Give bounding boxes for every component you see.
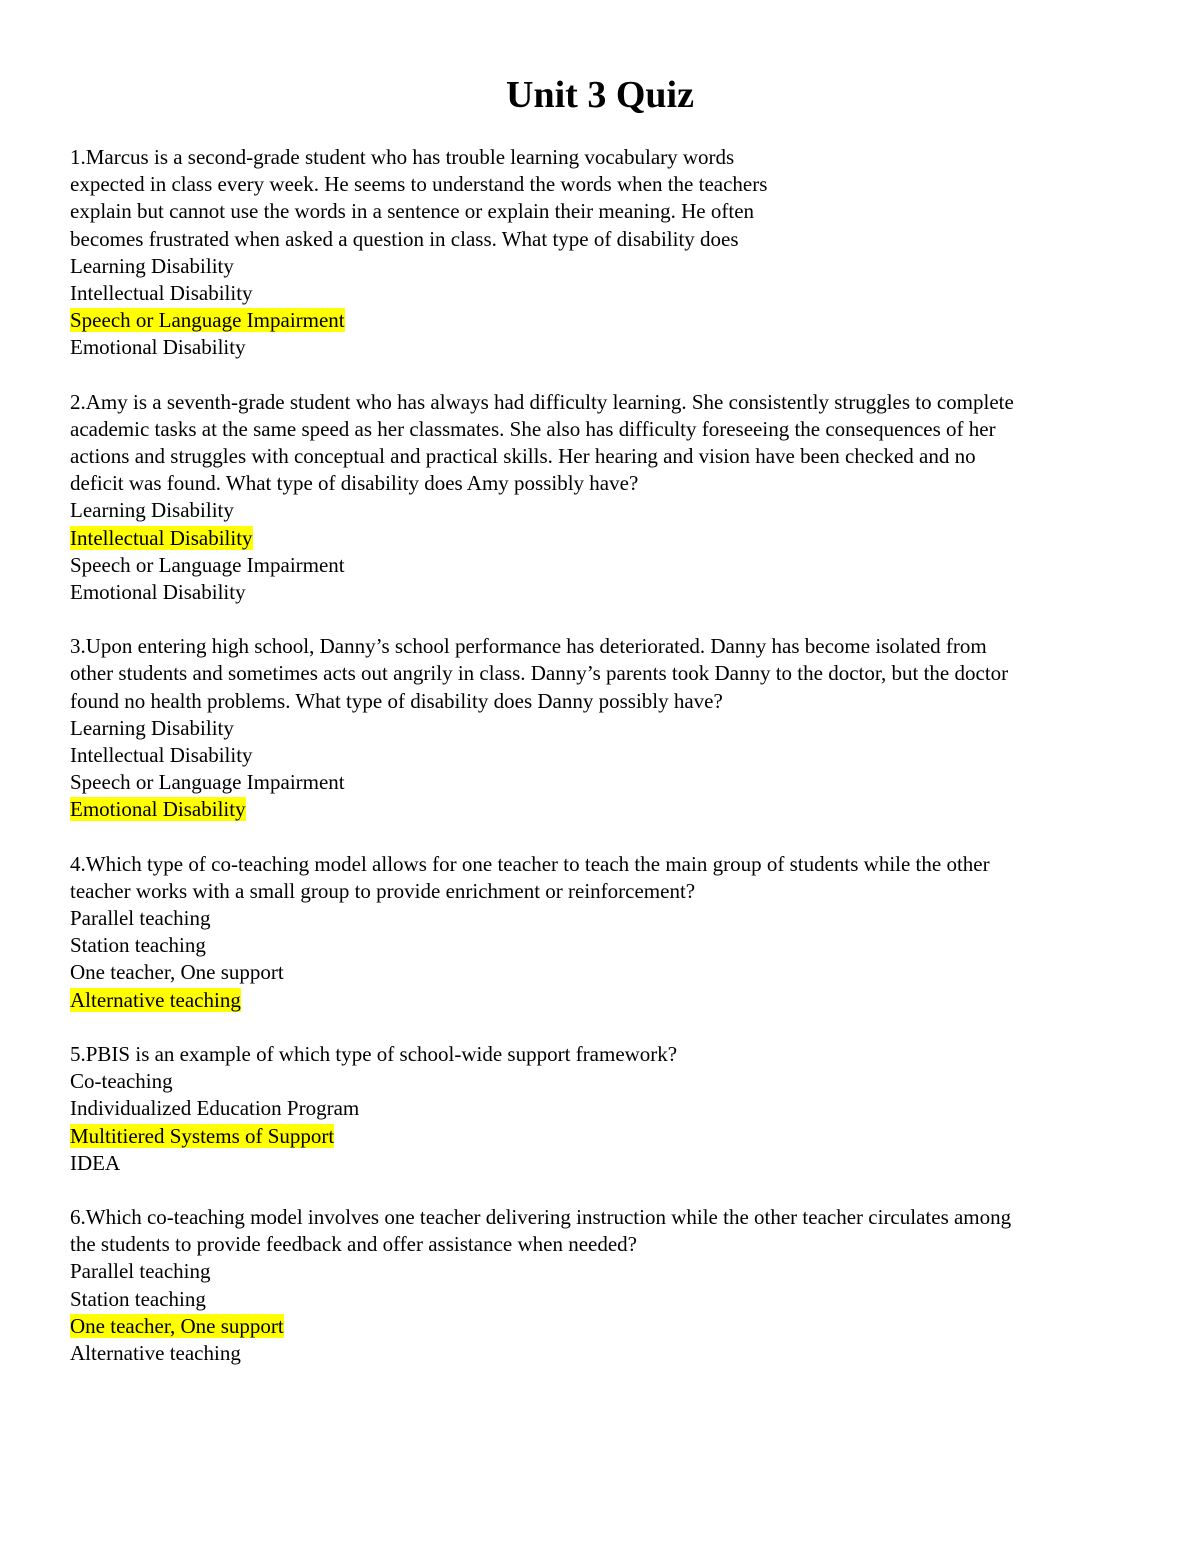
question-1 (70, 144, 1140, 362)
question-text-line: expected in class every week. He seems to understand the words when the teachers (70, 172, 768, 197)
answer-option (70, 1340, 1140, 1367)
question-5 (70, 1041, 1140, 1177)
highlighted-answer: Speech or Language Impairment (70, 308, 345, 333)
highlighted-answer: One teacher, One support (70, 1313, 284, 1338)
answer-option (70, 579, 1140, 606)
answer-option (70, 1258, 1140, 1285)
answer-option-label: Intellectual Disability (70, 281, 253, 306)
highlighted-answer: Multitiered Systems of Support (70, 1123, 335, 1148)
answer-option (70, 552, 1140, 579)
page-title: Unit 3 Quiz (506, 74, 694, 116)
question-list (70, 144, 1140, 1394)
answer-option-correct (70, 1313, 1140, 1340)
answer-option-correct (70, 987, 1140, 1014)
highlighted-answer: Alternative teaching (70, 987, 241, 1012)
question-text-line: becomes frustrated when asked a question in class. What type of disability does (70, 226, 739, 251)
answer-option-label: Learning Disability (70, 253, 234, 278)
question-text-line: 2.Amy is a seventh-grade student who has always had difficulty learning. She consistently struggles to complete (70, 389, 1014, 414)
answer-option (70, 334, 1140, 361)
answer-option-label: Parallel teaching (70, 1259, 211, 1284)
question-text-line: the students to provide feedback and offer assistance when needed? (70, 1232, 637, 1257)
question-text-line: academic tasks at the same speed as her classmates. She also has difficulty foreseeing the consequences of her (70, 416, 996, 441)
question-text-line: found no health problems. What type of disability does Danny possibly have? (70, 688, 723, 713)
question-6 (70, 1204, 1140, 1367)
answer-option (70, 1150, 1140, 1177)
answer-option-correct (70, 307, 1140, 334)
question-text-line: 3.Upon entering high school, Danny’s school performance has deteriorated. Danny has become isolated from (70, 634, 987, 659)
answer-option-label: Station teaching (70, 1286, 206, 1311)
answer-option (70, 959, 1140, 986)
question-text-line: explain but cannot use the words in a sentence or explain their meaning. He often (70, 199, 755, 224)
answer-option (70, 253, 1140, 280)
answer-option (70, 1068, 1140, 1095)
highlighted-answer: Intellectual Disability (70, 525, 253, 550)
answer-option-correct (70, 525, 1140, 552)
question-text-line: 1.Marcus is a second-grade student who has trouble learning vocabulary words (70, 145, 735, 169)
question-text-line: deficit was found. What type of disability does Amy possibly have? (70, 471, 639, 496)
answer-option (70, 497, 1140, 524)
answer-option (70, 280, 1140, 307)
answer-option-correct (70, 796, 1140, 823)
answer-option-label: Alternative teaching (70, 1340, 241, 1365)
answer-option-label: Learning Disability (70, 498, 234, 523)
question-text-line: 6.Which co-teaching model involves one teacher delivering instruction while the other teacher circulates among (70, 1204, 1012, 1229)
answer-option-correct (70, 1123, 1140, 1150)
answer-option (70, 715, 1140, 742)
answer-option-label: One teacher, One support (70, 960, 284, 985)
answer-option (70, 905, 1140, 932)
answer-option-label: Learning Disability (70, 715, 234, 740)
question-2 (70, 389, 1140, 607)
answer-option-label: Intellectual Disability (70, 743, 253, 768)
answer-option (70, 1286, 1140, 1313)
answer-option (70, 1095, 1140, 1122)
question-text-line: actions and struggles with conceptual and practical skills. Her hearing and vision have been checked and no (70, 444, 976, 469)
answer-option-label: IDEA (70, 1150, 121, 1175)
answer-option (70, 932, 1140, 959)
answer-option-label: Station teaching (70, 933, 206, 958)
answer-option-label: Speech or Language Impairment (70, 552, 345, 577)
answer-option-label: Co-teaching (70, 1069, 173, 1094)
answer-option-label: Emotional Disability (70, 580, 246, 605)
answer-option (70, 769, 1140, 796)
question-text-line: 5.PBIS is an example of which type of school-wide support framework? (70, 1041, 678, 1066)
answer-option-label: Individualized Education Program (70, 1096, 360, 1121)
answer-option-label: Speech or Language Impairment (70, 770, 345, 795)
question-3 (70, 633, 1140, 823)
question-4 (70, 851, 1140, 1014)
question-text-line: 4.Which type of co-teaching model allows for one teacher to teach the main group of students while the other (70, 851, 990, 876)
question-text-line: teacher works with a small group to provide enrichment or reinforcement? (70, 878, 696, 903)
answer-option-label: Parallel teaching (70, 906, 211, 931)
answer-option (70, 742, 1140, 769)
highlighted-answer: Emotional Disability (70, 797, 246, 822)
question-text-line: other students and sometimes acts out angrily in class. Danny’s parents took Danny to the doctor, but the doctor (70, 661, 1009, 686)
answer-option-label: Emotional Disability (70, 335, 246, 360)
